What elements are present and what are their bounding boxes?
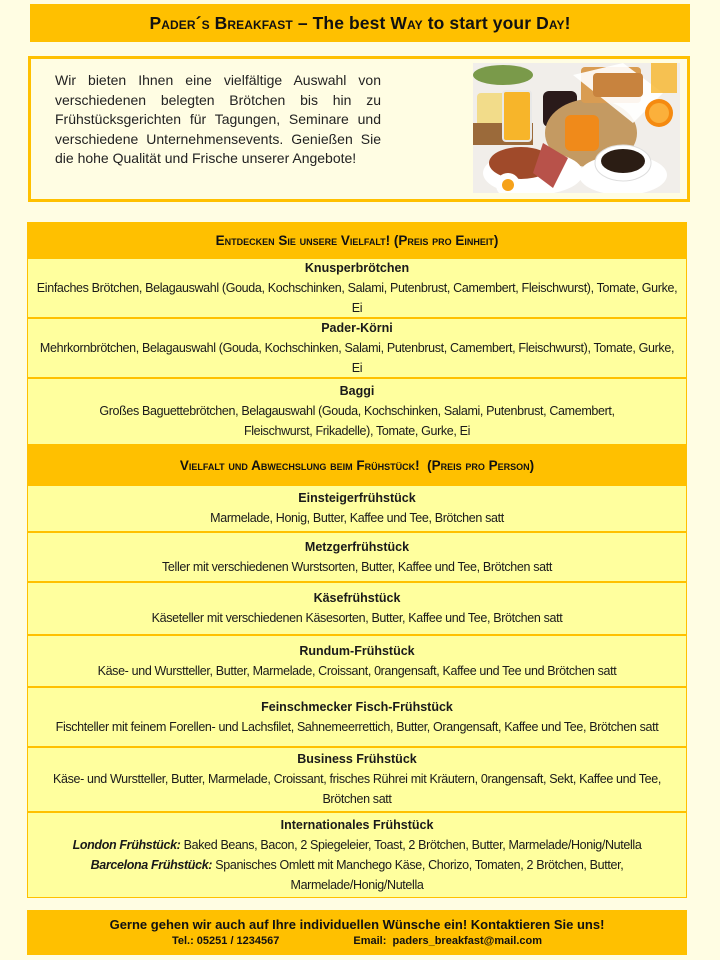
footer-message: Gerne gehen wir auch auf Ihre individuellen Wünsche ein! Kontaktieren Sie uns! (109, 917, 605, 932)
menu-item (28, 259, 686, 319)
menu-item (28, 688, 686, 748)
item-name: Metzgerfrühstück (304, 539, 410, 554)
item-description: Käse- und Wurstteller, Butter, Marmelade, Croissant, frisches Rührei mit Kräutern, 0rangensaft, Sekt, Kaffee und Tee, Brötchen satt (53, 772, 661, 806)
section-title: Vielfalt und Abwechslung beim Frühstück! (Preis pro Person) (179, 457, 535, 473)
item-name: Rundum-Frühstück (299, 643, 415, 658)
item-description: Marmelade, Honig, Butter, Kaffee und Tee, Brötchen satt (210, 511, 504, 525)
section-header-units (28, 223, 686, 259)
title-text-2: to start your (422, 12, 537, 33)
item-description-london (28, 835, 686, 855)
item-name: Pader-Körni (321, 320, 393, 335)
menu-item (28, 319, 686, 379)
item-name: Feinschmecker Fisch-Frühstück (261, 699, 453, 714)
title-brand: Pader´s Breakfast (149, 12, 293, 33)
item-description-barcelona (28, 855, 686, 895)
item-description: Käseteller mit verschiedenen Käsesorten, Butter, Kaffee und Tee, Brötchen satt (151, 611, 563, 625)
contact-footer (27, 910, 687, 955)
email-address[interactable]: Email: paders_breakfast@mail.com (353, 935, 543, 947)
menu-item (28, 533, 686, 583)
item-description: Einfaches Brötchen, Belagauswahl (Gouda, Kochschinken, Salami, Putenbrust, Camembert, Fleischwurst), Tomate, Gurke, Ei (36, 280, 678, 315)
item-name: Käsefrühstück (313, 591, 401, 605)
item-description: Teller mit verschiedenen Wurstsorten, Butter, Kaffee und Tee, Brötchen satt (162, 559, 552, 574)
title-text-1: The best (312, 12, 391, 33)
intro-box (28, 56, 690, 202)
menu-table (27, 222, 687, 898)
contact-line (27, 935, 687, 947)
barcelona-label: Barcelona Frühstück: (90, 857, 213, 872)
menu-item (28, 583, 686, 636)
title-separator: – (292, 12, 313, 33)
menu-item (28, 379, 686, 446)
barcelona-desc: Spanisches Omlett mit Manchego Käse, Chorizo, Tomaten, 2 Brötchen, Butter, Marmelade/Honig/Nutella (212, 857, 624, 892)
menu-item (28, 486, 686, 533)
item-name: Internationales Frühstück (280, 817, 434, 832)
london-label: London Frühstück: (72, 837, 181, 852)
item-description: Käse- und Wurstteller, Butter, Marmelade, Croissant, 0rangensaft, Kaffee und Tee und Brötchen satt (97, 663, 617, 678)
section-title: Entdecken Sie unsere Vielfalt! (Preis pro Einheit) (215, 232, 499, 248)
title-text-way: Way (390, 12, 423, 33)
item-name: Business Frühstück (297, 752, 417, 766)
menu-item (28, 636, 686, 688)
breakfast-photo-illustration (473, 63, 680, 193)
item-name: Einsteigerfrühstück (298, 491, 416, 505)
phone-number[interactable]: Tel.: 05251 / 1234567 (171, 935, 280, 947)
london-desc: Baked Beans, Bacon, 2 Spiegeleier, Toast, 2 Brötchen, Butter, Marmelade/Honig/Nutella (180, 837, 642, 852)
section-header-persons (28, 446, 686, 486)
title-text-end: ! (564, 12, 571, 33)
item-name: Baggi (339, 384, 375, 398)
menu-item (28, 748, 686, 813)
title-text-day: Day (536, 12, 565, 33)
item-description: Fischteller mit feinem Forellen- und Lachsfilet, Sahnemeerrettich, Butter, Orangensaft, Kaffee und Tee, Brötchen satt (55, 719, 659, 734)
item-name: Knusperbrötchen (304, 260, 410, 275)
breakfast-photo (473, 63, 680, 193)
page-title-banner (30, 4, 690, 42)
item-description: Mehrkornbrötchen, Belagauswahl (Gouda, Kochschinken, Salami, Putenbrust, Camembert, Fleischwurst), Tomate, Gurke, Ei (39, 340, 675, 375)
item-description: Großes Baguettebrötchen, Belagauswahl (Gouda, Kochschinken, Salami, Putenbrust, Camembert, Fleischwurst, Frikadelle), Tomate, Gurke, Ei (99, 404, 615, 438)
intro-text: Wir bieten Ihnen eine vielfältige Auswahl von verschiedenen belegten Brötchen bis hin zu Frühstücksgerichten für Tagungen, Seminare und verschiedene Unternehmensevents. Genießen Sie die hohe Qualität und Frische unserer Angebote! (55, 72, 381, 167)
page-title (149, 13, 570, 34)
menu-item-international (28, 813, 686, 897)
